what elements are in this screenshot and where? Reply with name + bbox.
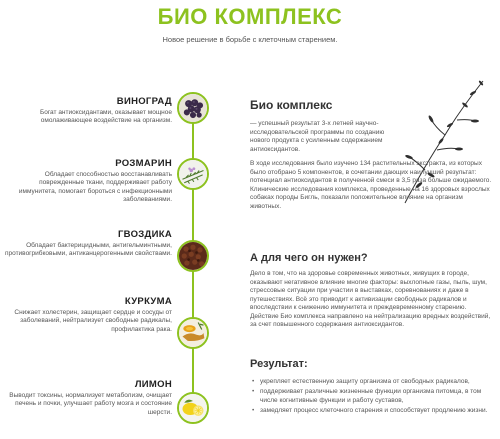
clove-icon: [177, 240, 209, 272]
page-title: БИО КОМПЛЕКС: [157, 4, 343, 29]
ingredient-name: КУРКУМА: [124, 296, 172, 307]
result-title: Результат:: [250, 358, 308, 370]
ingredient-clove: [0, 229, 172, 259]
ingredient-name: РОЗМАРИН: [115, 158, 172, 169]
ingredient-name: ЛИМОН: [134, 379, 172, 390]
ingredient-description: Выводит токсины, нормализует метаболизм, очищает печень и почки, улучшает работу мозга и состояние шерсти.: [9, 392, 172, 416]
about-title: Био комплекс: [250, 98, 333, 112]
result-section: [250, 358, 490, 370]
rosemary-icon: [177, 158, 209, 190]
page-subtitle: Новое решение в борьбе с клеточным старением.: [162, 35, 338, 44]
ingredient-turmeric: [0, 296, 172, 334]
grape-icon: [177, 92, 209, 124]
about-section: [250, 98, 400, 154]
ingredient-description: Богат антиоксидантами, оказывает мощное омолаживающее воздействие на организм.: [39, 109, 172, 125]
turmeric-icon: [177, 317, 209, 349]
ingredient-lemon: [0, 379, 172, 417]
list-item: • замедляет процесс клеточного старения и способствует продлению жизни.: [250, 407, 495, 415]
ingredient-description: Снижает холестерин, защищает сердце и сосуды от заболеваний, нейтрализует свободные радикалы, профилактика рака.: [14, 309, 172, 333]
lemon-icon: [177, 392, 209, 424]
ingredient-rosemary: [0, 158, 172, 205]
why-title: А для чего он нужен?: [250, 252, 368, 264]
ingredient-name: ВИНОГРАД: [116, 96, 172, 107]
why-section: [250, 252, 495, 330]
about-intro: — успешный результат 3-х летней научно-исследовательской программы по созданию нового продукта с усиленным содержанием антиоксидантов.: [250, 120, 385, 153]
list-item: • укрепляет естественную защиту организма от свободных радикалов,: [250, 378, 495, 386]
ingredient-description: Обладает бактерицидными, антигельминтными, противогрибковыми, антиканцерогенными свойствами.: [4, 242, 172, 258]
list-item: • поддерживает различные жизненные функции организма питомца, в том числе когнитивные функции и работу суставов,: [250, 388, 495, 405]
research-section: [250, 160, 495, 211]
why-text: Дело в том, что на здоровье современных животных, живущих в городе, оказывают негативное влияние многие факторы: выхлопные газы, пыль, шум, стрессовые ситуации при участии в выставках, соревнованиях и даже в путешествиях. Всё это приводит к активизации свободных радикалов и впоследствии к снижению иммунитета и преждевременному старению. Действие Био комплекса направлено на нейтрализацию вредных воздействий, за счет повышенного содержания антиоксидантов.: [250, 270, 491, 328]
ingredient-description: Обладает способностью восстанавливать поврежденные ткани, поддерживает работу иммунитета, помогает бороться с инфекционными заболеваниями.: [18, 171, 172, 204]
ingredient-grape: [0, 96, 172, 126]
ingredient-name: ГВОЗДИКА: [117, 229, 172, 240]
research-text: В ходе исследования было изучено 134 растительных экстракта, из которых было отобрано 5 компонентов, в сочетании дающих наилучший результат: потенциал антиоксидантов в полученной смеси в 3,5 раза больше ожидаемого. Клинические исследования комплекса, проведенные на 16 здоровых взрослых собаках породы Бигль, показали положительное влияние на организм животных.: [250, 160, 492, 210]
result-list: [250, 378, 495, 418]
